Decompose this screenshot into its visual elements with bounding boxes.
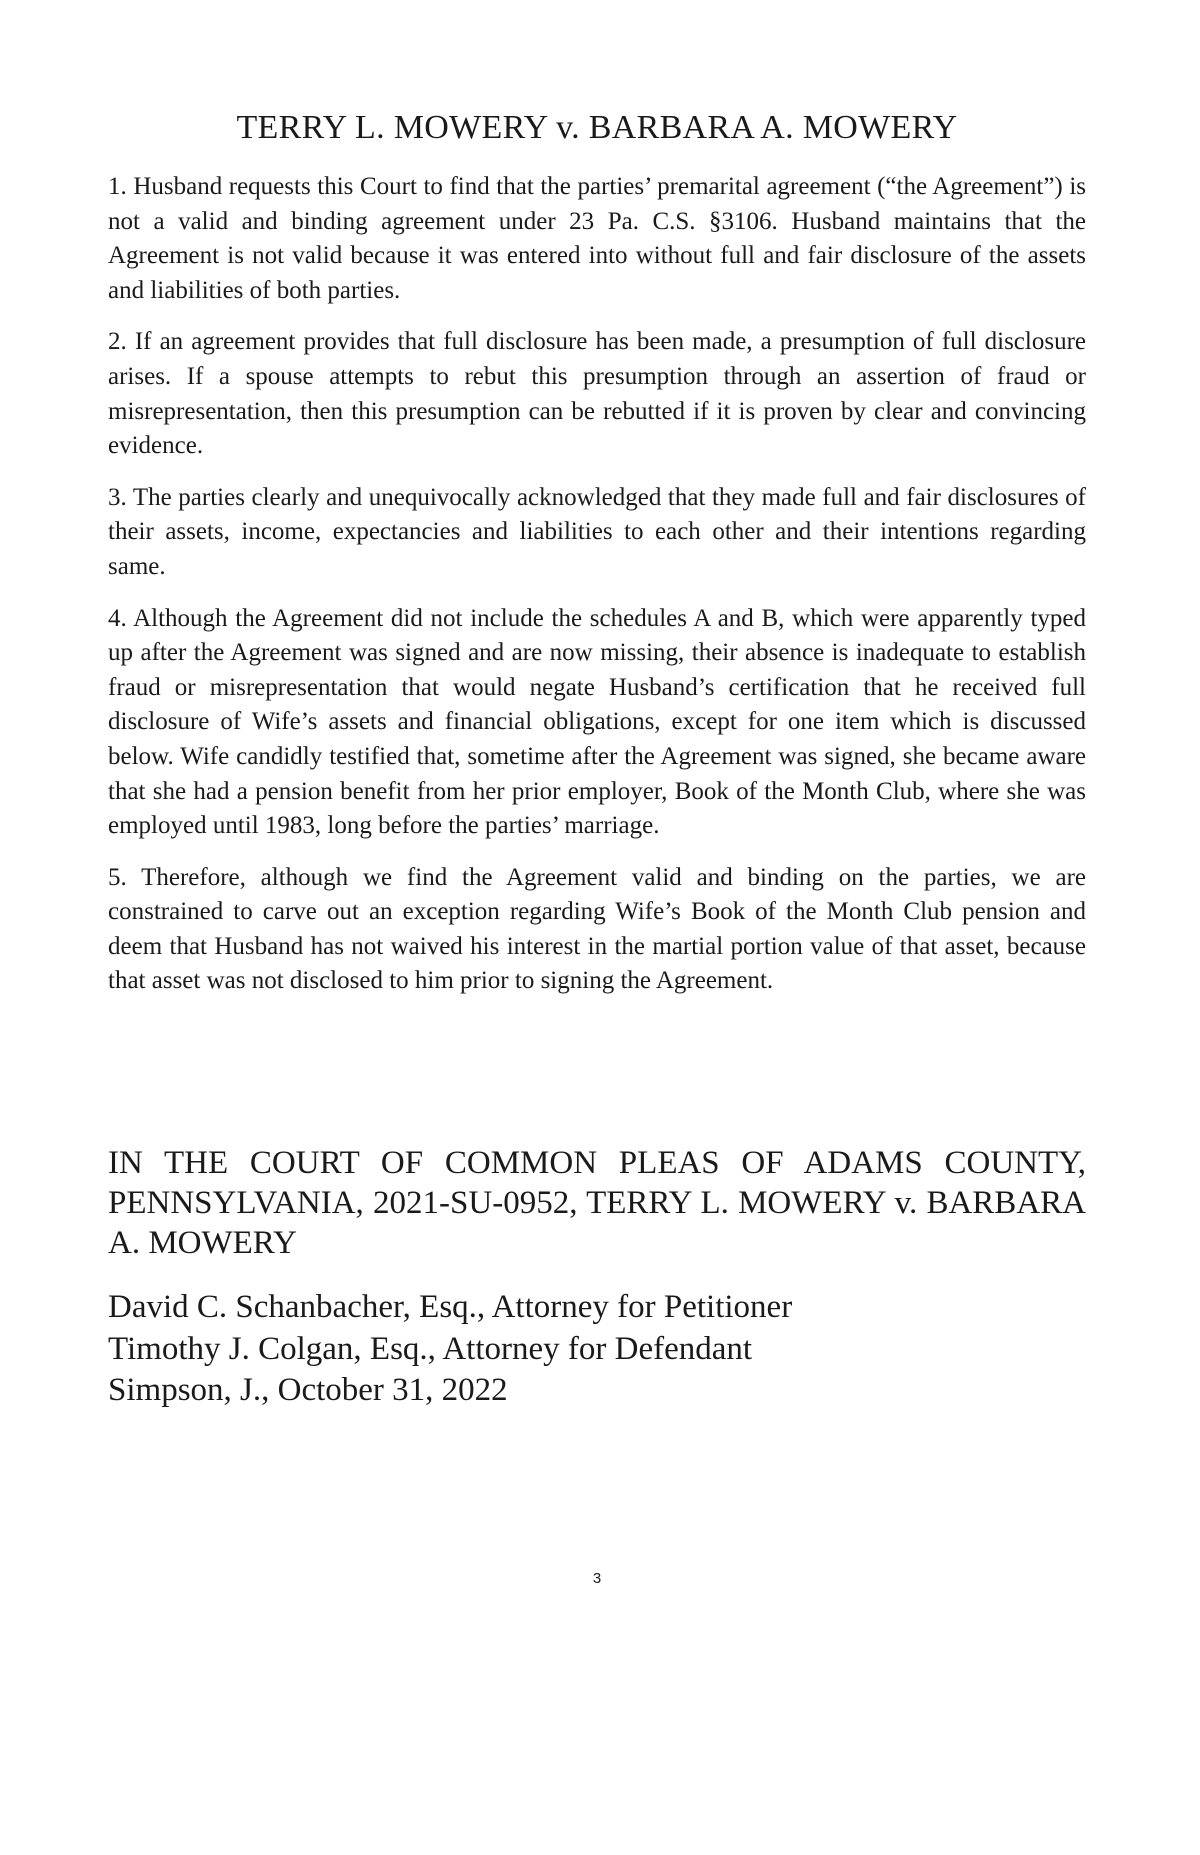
headnote-2: 2. If an agreement provides that full disclosure has been made, a presumption of full disclosure arises. If a spouse attempts to rebut this presumption through an assertion of fraud or misrepresentation, then this presumption can be rebutted if it is proven by clear and convincing evidence. bbox=[108, 328, 1086, 460]
petitioner-attorney: David C. Schanbacher, Esq., Attorney for Petitioner bbox=[108, 1289, 793, 1325]
defendant-attorney: Timothy J. Colgan, Esq., Attorney for Defendant bbox=[108, 1330, 753, 1367]
page-number: 3 bbox=[592, 1570, 602, 1587]
judge-and-date: Simpson, J., October 31, 2022 bbox=[108, 1372, 508, 1408]
counsel-block bbox=[108, 1287, 1086, 1412]
headnote-4: 4. Although the Agreement did not include the schedules A and B, which were apparently typed up after the Agreement was signed and are now missing, their absence is inadequate to establish fraud or misrepresentation that would negate Husband’s certification that he received full disclosure of Wife’s assets and financial obligations, except for one item which is discussed below. Wife candidly testified that, sometime after the Agreement was signed, she became aware that she had a pension benefit from her prior employer, Book of the Month Club, where she was employed until 1983, long before the parties’ marriage. bbox=[108, 604, 1086, 840]
headnote-3: 3. The parties clearly and unequivocally acknowledged that they made full and fair disclosures of their assets, income, expectancies and liabilities to each other and their intentions regarding same. bbox=[108, 483, 1086, 580]
case-title: TERRY L. MOWERY v. BARBARA A. MOWERY bbox=[236, 109, 958, 146]
headnotes-section bbox=[108, 170, 1086, 1016]
headnote-1: 1. Husband requests this Court to find that the parties’ premarital agreement (“the Agreement”) is not a valid and binding agreement under 23 Pa. C.S. §3106. Husband maintains that the Agreement is not valid because it was entered into without full and fair disclosure of the assets and liabilities of both parties. bbox=[108, 173, 1086, 304]
headnote-5: 5. Therefore, although we find the Agreement valid and binding on the parties, we are constrained to carve out an exception regarding Wife’s Book of the Month Club pension and deem that Husband has not waived his interest in the martial portion value of that asset, because that asset was not disclosed to him prior to signing the Agreement. bbox=[108, 863, 1086, 995]
court-caption: IN THE COURT OF COMMON PLEAS OF ADAMS COUNTY, PENNSYLVANIA, 2021-SU-0952, TERRY L. MOWERY v. BARBARA A. MOWERY bbox=[108, 1145, 1086, 1261]
document-page bbox=[108, 0, 1086, 1855]
